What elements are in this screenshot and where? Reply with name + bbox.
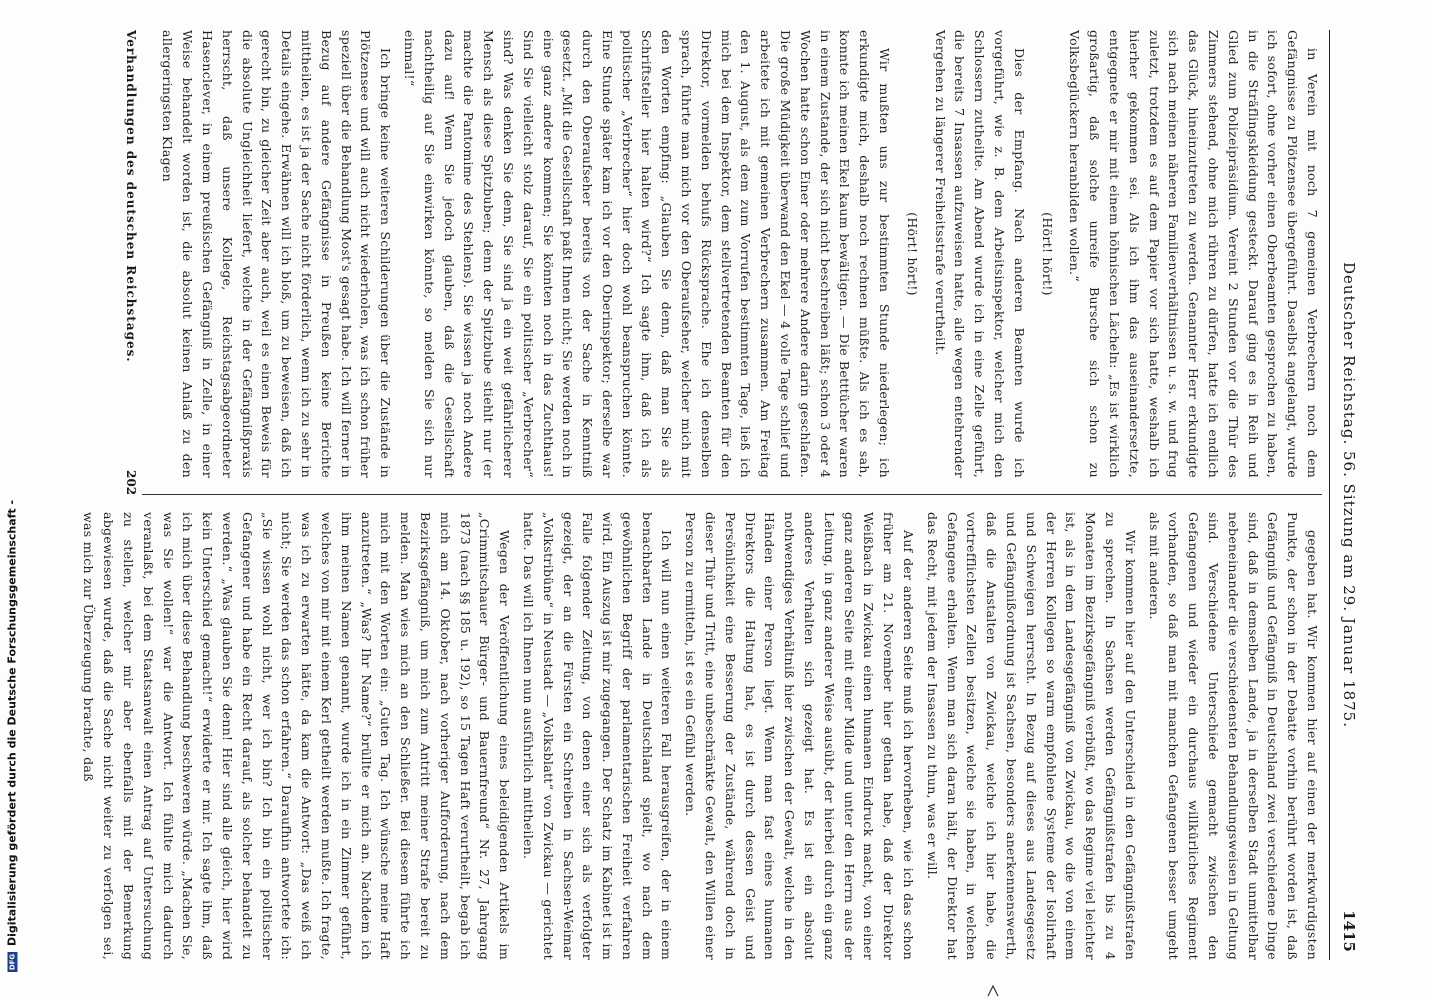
column-divider: [142, 494, 1322, 495]
paragraph: in Verein mit noch 7 gemeinen Verbrechern noch dem Gefängnisse zu Plötzensee übergeführt. Daselbst angelangt, wurde ich sofort, ohne vorher einen Oberbeamten gesprochen zu haben, in die Sträflingskleidung gesteckt. Darauf ging es in Reih und Glied zum Polizeipräsidium. Vereint 2 Stunden vor die Thür des Zimmers stehend, ohne mich rühren zu dürfen, hatte ich endlich das Glück, hineinzutreten zu werden. Genannter Herr erkundigte sich nach meinen näheren Familienverhältnissen u. s. w. und frug zuletzt, trotzdem es auf dem Papier vor sich hatte, weshalb ich hierher gekommen sei. Als ich ihm das auseinandersetzte, entgegnete er mir mit einem höhnischen Lächeln: „Es ist wirklich großartig, daß solche unreife Bursche sich schon zu Volksbeglückern heranbilden wollen.“: [1067, 30, 1320, 478]
dfg-logo-icon: DFG: [8, 953, 16, 971]
interjection: (Hört! hört!): [1039, 212, 1055, 296]
paragraph: Ich will nun einen weiteren Fall herausgreifen, der in einem benachbarten Lande in Deutschland spielt, wo nach dem gewöhnlichen Begriff der parlamentarischen Freiheit verfahren wird. Ein Auszug ist mir zugegangen. Der Schatz im Kabinet ist im Falle folgender Zeitung, von denen einer sich als verfolgter gezeigt, der an die Fürsten ein Schreiben in Sachsen-Weimar „Volkstribüne“ in Neustadt — „Volksblatt“ von Zwickau — gerichtet hatte. Das will ich Ihnen nun ausführlich mittheilen.: [520, 512, 675, 960]
interjection: (Hört! hört!): [904, 212, 920, 296]
paragraph: Wir kommen hier auf den Unterschied in den Gefängnißstrafen zu sprechen. In Sachsen werden Gefängnißstrafen bis zu 4 Monaten im Bezirksgefängniß verbüßt, wo das Regime viel leichter ist, als in dem Landesgefängniß von Zwickau, wo die von einem der Herren Kollegen so warm empfohlene Systeme der Isolirhaft und Schweigen herrscht. In Bezug auf dieses aus Landesgesetz und Gefängnißordnung ist Sachsen, besonders anerkennenswerth, daß die Anstalten von Zwickau, welche ich hier habe, die vortrefflichsten Zellen besitzen, welche sie haben, in welchen Gefangene erhalten. Wenn man sich daran hält, der Direktor hat das Recht, mit jedem der Insassen zu thun, was er will.: [924, 512, 1138, 960]
page-number: 1415: [1340, 910, 1358, 952]
footline-title: Verhandlungen des deutschen Reichstages.: [124, 30, 138, 363]
paragraph: gegeben hat. Wir kommen hier auf einen der merkwürdigsten Punkte, der schon in der Debatte vorhin berührt worden ist, daß Gefängniß und Gefängniß in Deutschland zwei verschiedene Dinge sind, daß in demselben Lande, ja in derselben Stadt unmittelbar nebeneinander die verschiedensten Behandlungsweisen in Geltung sind. Verschiedene Unterschiede gemacht zwischen den Gefangenen und wieder ein durchaus willkürliches Regiment vorhanden, so daß man mit manchen Gefangenen besser umgeht als mit anderen.: [1146, 512, 1320, 960]
pencil-mark-icon: [986, 984, 1000, 998]
left-column: [142, 30, 1322, 478]
paragraph: Dies der Empfang. Nach anderen Beamten wurde ich vorgeführt, wie z. B. dem Arbeitsinspektor, welcher mich den Schlossern zutheilte. Am Abend wurde ich in eine Zelle geführt, die bereits 7 Insassen aufzuweisen hatte, alle wegen entehrender Vergehen zu längerer Freiheitsstrafe verurtheilt.: [932, 30, 1027, 478]
printed-page: [81, 30, 1370, 960]
paragraph: Wir mußten uns zur bestimmten Stunde niederlegen; ich erkundigte mich, deshalb noch rechnen müßte. Als ich es sah, konnte ich meinen Ekel kaum bewältigen. — Die Betttücher waren in einem Zustande, der sich nicht beschreiben läßt; schon 3 oder 4 Wochen hatte schon Einer oder mehrere Andere darin geschlafen. Die große Müdigkeit überwand den Ekel — 4 volle Tage schlief und arbeitete ich mit gemeinen Verbrechern zusammen. Am Freitag den 1. August, als dem zum Vorrufen bestimmten Tage, ließ ich mich bei dem Inspektor, dem stellvertretenden Beamten für den Direktor, vormelden behufs Rücksprache. Ehe ich denselben sprach, führte man mich vor den Oberaufseher, welcher mich mit den Worten empfing: „Glauben Sie denn, daß man Sie als Schriftsteller hier halten wird?“ Ich sagte ihm, daß ich als politischer „Verbrecher“ hier doch wohl beanspruchen könnte. Eine Stunde später kam ich vor den Oberinspektor; derselbe war durch den Oberaufseher bereits von der Sache in Kenntniß gesetzt. „Mit die Gesellschaft paßt Ihnen nicht; Sie werden noch in eine ganz andere kommen; Sie könnten noch in das Zuchthaus! Sind Sie vielleicht stolz darauf, Sie ein politischer „Verbrecher“ sind? Was denken Sie denn, Sie sind ja ein weit gefährlicherer Mensch als diese Spitzbuben; denn der Spitzbube stiehlt nur (er machte die Pantomime des Stehlens). Sie wissen ja noch Andere dazu auf! Wenn Sie jedoch glauben, daß die Gesellschaft nachtheilig auf Sie einwirken könnte, so melden Sie sich nur einmal!“: [401, 30, 893, 478]
footline-page: 202: [124, 470, 138, 496]
digitization-text: Digitalisierung gefördert durch die Deutsche Forschungsgemeinschaft -: [5, 499, 19, 946]
digitization-footer: [0, 0, 24, 1000]
paragraph: Ich bringe keine weiteren Schilderungen über die Zustände in Plötzensee und will auch nicht wiederholen, was ich schon früher speziell über die Behandlung Most's gesagt habe. Ich will ferner in Bezug auf andere Gefängnisse in Preußen keine Berichte mittheilen, es ist ja der Sache nicht förderlich, wenn ich zu sehr in Details eingehe. Erwähnen will ich bloß, um zu beweisen, daß ich gerecht bin, zu gleicher Zeit aber auch, weil es einen Beweis für die absolute Ungleichheit liefert, welche in der Gefängnißpraxis herrscht, daß unsere Kollege, Reichstagsabgeordneter Hasenclever, in einem preußischen Gefängniß in Zelle, in einer Weise behandelt worden ist, die absolut keinen Anlaß zu den allergeringsten Klagen: [160, 30, 394, 478]
page-header: [1329, 30, 1370, 960]
paragraph: Auf der anderen Seite muß ich hervorheben, wie ich das schon früher am 21. November hier gethan habe, daß der Direktor Weißbach in Zwickau einen humanen Eindruck macht, von einer ganz anderen Seite mit einer Milde und unter den Herrn aus der Leitung, in ganz anderer Weise ausübt, der hierbei durch ein ganz anderes Verhalten sich gezeigt hat. Es ist ein absolut nothwendiges Verhältniß hier zwischen der Gewalt, welche in den Händen einer Person liegt. Wenn man fast eines humanen Direktors die Haltung hat, es ist durch dessen Geist und Persönlichkeit eine Besserung der Zustände, während doch in dieser Thür und Tritt, eine unbeschränkte Gewalt, den Willen einer Person zu ermitteln, ist es ein Gefühl werden.: [683, 512, 917, 960]
running-title: Deutscher Reichstag. 56. Sitzung am 29. Januar 1875.: [1340, 262, 1358, 728]
rotated-page-content: [81, 30, 1370, 960]
paragraph: Wegen der Veröffentlichung eines beleidigenden Artikels im „Crimmitschauer Bürger- und Bauernfreund“ Nr. 27, Jahrgang 1873 (nach §§ 185 u. 192), so 15 Tagen Haft verurtheilt, begab ich mich am 14. Oktober, nach vorheriger Aufforderung, nach dem Bezirksgefängniß, um mich zum Antritt meiner Strafe bereit zu melden. Man wies mich an den Schließer. Bei diesem führte ich mich mit den Worten ein: „Guten Tag. Ich wünsche meine Haft anzutreten.“ „Was? Ihr Name?“ brüllte er mich an. Nachdem ich ihm meinen Namen genannt, wurde ich in ein Zimmer geführt, welches von mir mit einem Kerl getheilt werden mußte. Ich fragte, was ich zu erwarten hätte, da kam die Antwort: „Das weiß ich nicht; Sie werden das schon erfahren.“ Daraufhin antwortete ich: „Sie wissen wohl nicht, wer ich bin? Ich bin ein politischer Gefangener und habe ein Recht darauf, als solcher behandelt zu werden.“ „Was glauben Sie denn! Hier sind alle gleich, hier wird kein Unterschied gemacht!“ erwiderte er mir. Ich sagte ihm, daß ich mich über diese Behandlung beschweren würde. „Machen Sie, was Sie wollen!“ war die Antwort. Ich fühlte mich dadurch veranlaßt, bei dem Staatsanwalt einen Antrag auf Untersuchung zu stellen, welcher mir aber ebenfalls mit der Bemerkung abgewiesen wurde, daß die Sache nicht weiter zu verfolgen sei, was mich zur Überzeugung brachte, daß: [81, 512, 513, 960]
right-column: [81, 512, 1322, 960]
digitization-credit: [6, 500, 19, 1000]
